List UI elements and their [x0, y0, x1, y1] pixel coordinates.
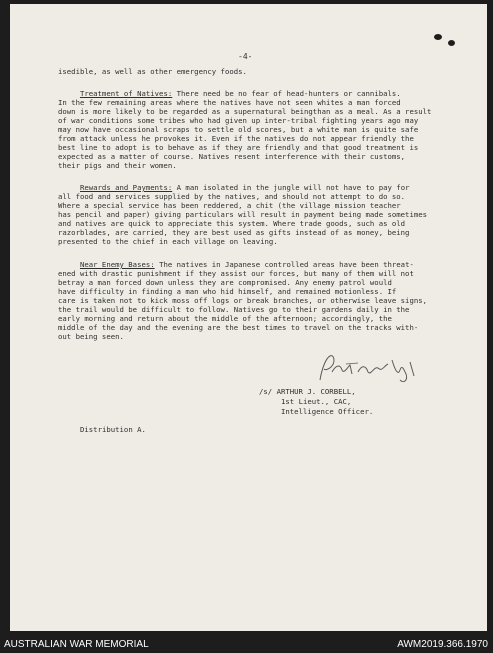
text-line: from attack unless he provokes it. Even if the natives do not appear friendly the — [58, 135, 414, 143]
text-line: may now have occasional scraps to settle old scores, but a white man is quite safe — [58, 126, 419, 134]
intro-line: isedible, as well as other emergency foods. — [58, 68, 247, 76]
section-heading: Near Enemy Bases: — [79, 261, 155, 269]
signature-name — [259, 387, 356, 396]
signature-name-text: ARTHUR J. CORBELL, — [276, 387, 356, 396]
section-heading: Rewards and Payments: — [79, 184, 173, 192]
punch-hole — [448, 40, 455, 46]
text-line: early morning and return about the middle of the afternoon; accordingly, the — [58, 315, 392, 323]
distribution-line: Distribution A. — [80, 425, 146, 434]
text-line: There need be no fear of head-hunters or cannibals. — [176, 90, 401, 98]
archive-footer — [0, 631, 493, 653]
text-line: down is more likely to be regarded as a supernatural beingthan as a meal. As a result — [58, 108, 432, 116]
text-line: has pencil and paper) giving particulars will result in payment being made sometimes — [58, 211, 428, 219]
text-line: middle of the day and the evening are the best times to travel on the tracks with- — [58, 324, 419, 332]
section-enemy-bases-line — [58, 261, 473, 269]
text-line: razorblades, are carried, they are best used as gifts instead of as money, being — [58, 229, 410, 237]
section-treatment-line — [58, 90, 473, 98]
text-line: presented to the chief in each village on leaving. — [58, 238, 278, 246]
text-line: In the few remaining areas where the natives have not seen whites a man forced — [58, 99, 401, 107]
text-line: betray a man forced down unless they are compromised. Any enemy patrol would — [58, 279, 392, 287]
signature-rank: 1st Lieut., CAC, — [281, 397, 352, 406]
text-line: their pigs and their women. — [58, 162, 177, 170]
text-line: the trail would be difficult to follow. Natives go to their gardens daily in the — [58, 306, 410, 314]
page-number: -4- — [238, 52, 253, 61]
section-rewards-line — [58, 184, 473, 192]
text-line: best line to adopt is to behave as if they are friendly and that good treatment is — [58, 144, 419, 152]
signature-title: Intelligence Officer. — [281, 407, 374, 416]
text-line: have difficulty in finding a man who hid himself, and remained motionless. If — [58, 288, 397, 296]
text-line: Where a special service has been reddered, a chit (the village mission teacher — [58, 202, 401, 210]
text-line: and natives are quick to appreciate this system. Where trade goods, such as old — [58, 220, 406, 228]
text-line: The natives in Japanese controlled areas have been threat- — [159, 261, 414, 269]
text-line: of war conditions some tribes who had given up inter-tribal fighting years ago may — [58, 117, 419, 125]
punch-hole — [434, 34, 442, 40]
document-page — [10, 4, 487, 631]
text-line: care is taken not to kick moss off logs or break branches, or otherwise leave signs, — [58, 297, 428, 305]
text-line: all food and services supplied by the natives, and should not attempt to do so. — [58, 193, 406, 201]
text-line: A man isolated in the jungle will not have to pay for — [176, 184, 410, 192]
text-line: ened with drastic punishment if they assist our forces, but many of them will not — [58, 270, 414, 278]
signature-prefix: /s/ — [259, 387, 273, 396]
text-line: expected as a matter of course. Natives resent interference with their customs, — [58, 153, 406, 161]
footer-accession-number: AWM2019.366.1970 — [397, 639, 488, 650]
text-line: out being seen. — [58, 333, 124, 341]
section-heading: Treatment of Natives: — [79, 90, 173, 98]
handwritten-signature — [316, 350, 426, 388]
footer-institution: AUSTRALIAN WAR MEMORIAL — [4, 639, 149, 650]
